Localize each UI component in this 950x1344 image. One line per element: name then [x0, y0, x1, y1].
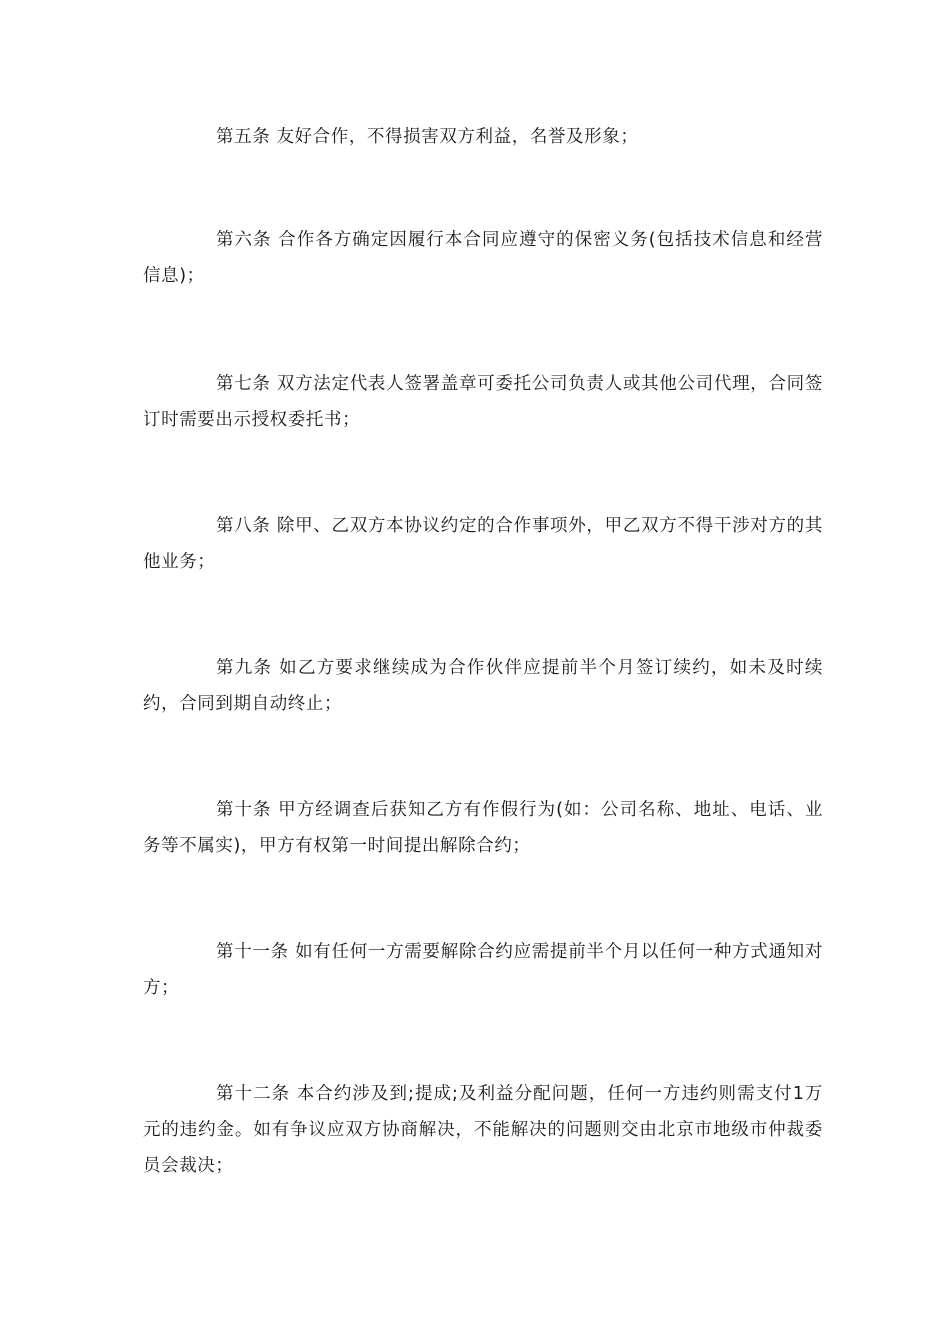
- clause-7: 第七条 双方法定代表人签署盖章可委托公司负责人或其他公司代理，合同签订时需要出示授权委托书；: [143, 374, 823, 430]
- clause-10: 第十条 甲方经调查后获知乙方有作假行为(如：公司名称、地址、电话、业务等不属实)，甲方有权第一时间提出解除合约；: [143, 800, 823, 856]
- clause-11: 第十一条 如有任何一方需要解除合约应需提前半个月以任何一种方式通知对方；: [143, 942, 823, 998]
- clause-5: 第五条 友好合作，不得损害双方利益，名誉及形象；: [216, 127, 639, 147]
- clause-9: 第九条 如乙方要求继续成为合作伙伴应提前半个月签订续约，如未及时续约，合同到期自动终止；: [143, 658, 823, 714]
- clause-12: 第十二条 本合约涉及到;提成;及利益分配问题，任何一方违约则需支付1万元的违约金。如有争议应双方协商解决，不能解决的问题则交由北京市地级市仲裁委员会裁决；: [143, 1084, 823, 1176]
- clause-6: 第六条 合作各方确定因履行本合同应遵守的保密义务(包括技术信息和经营信息)；: [143, 230, 823, 286]
- clause-8: 第八条 除甲、乙双方本协议约定的合作事项外，甲乙双方不得干涉对方的其他业务；: [143, 516, 823, 572]
